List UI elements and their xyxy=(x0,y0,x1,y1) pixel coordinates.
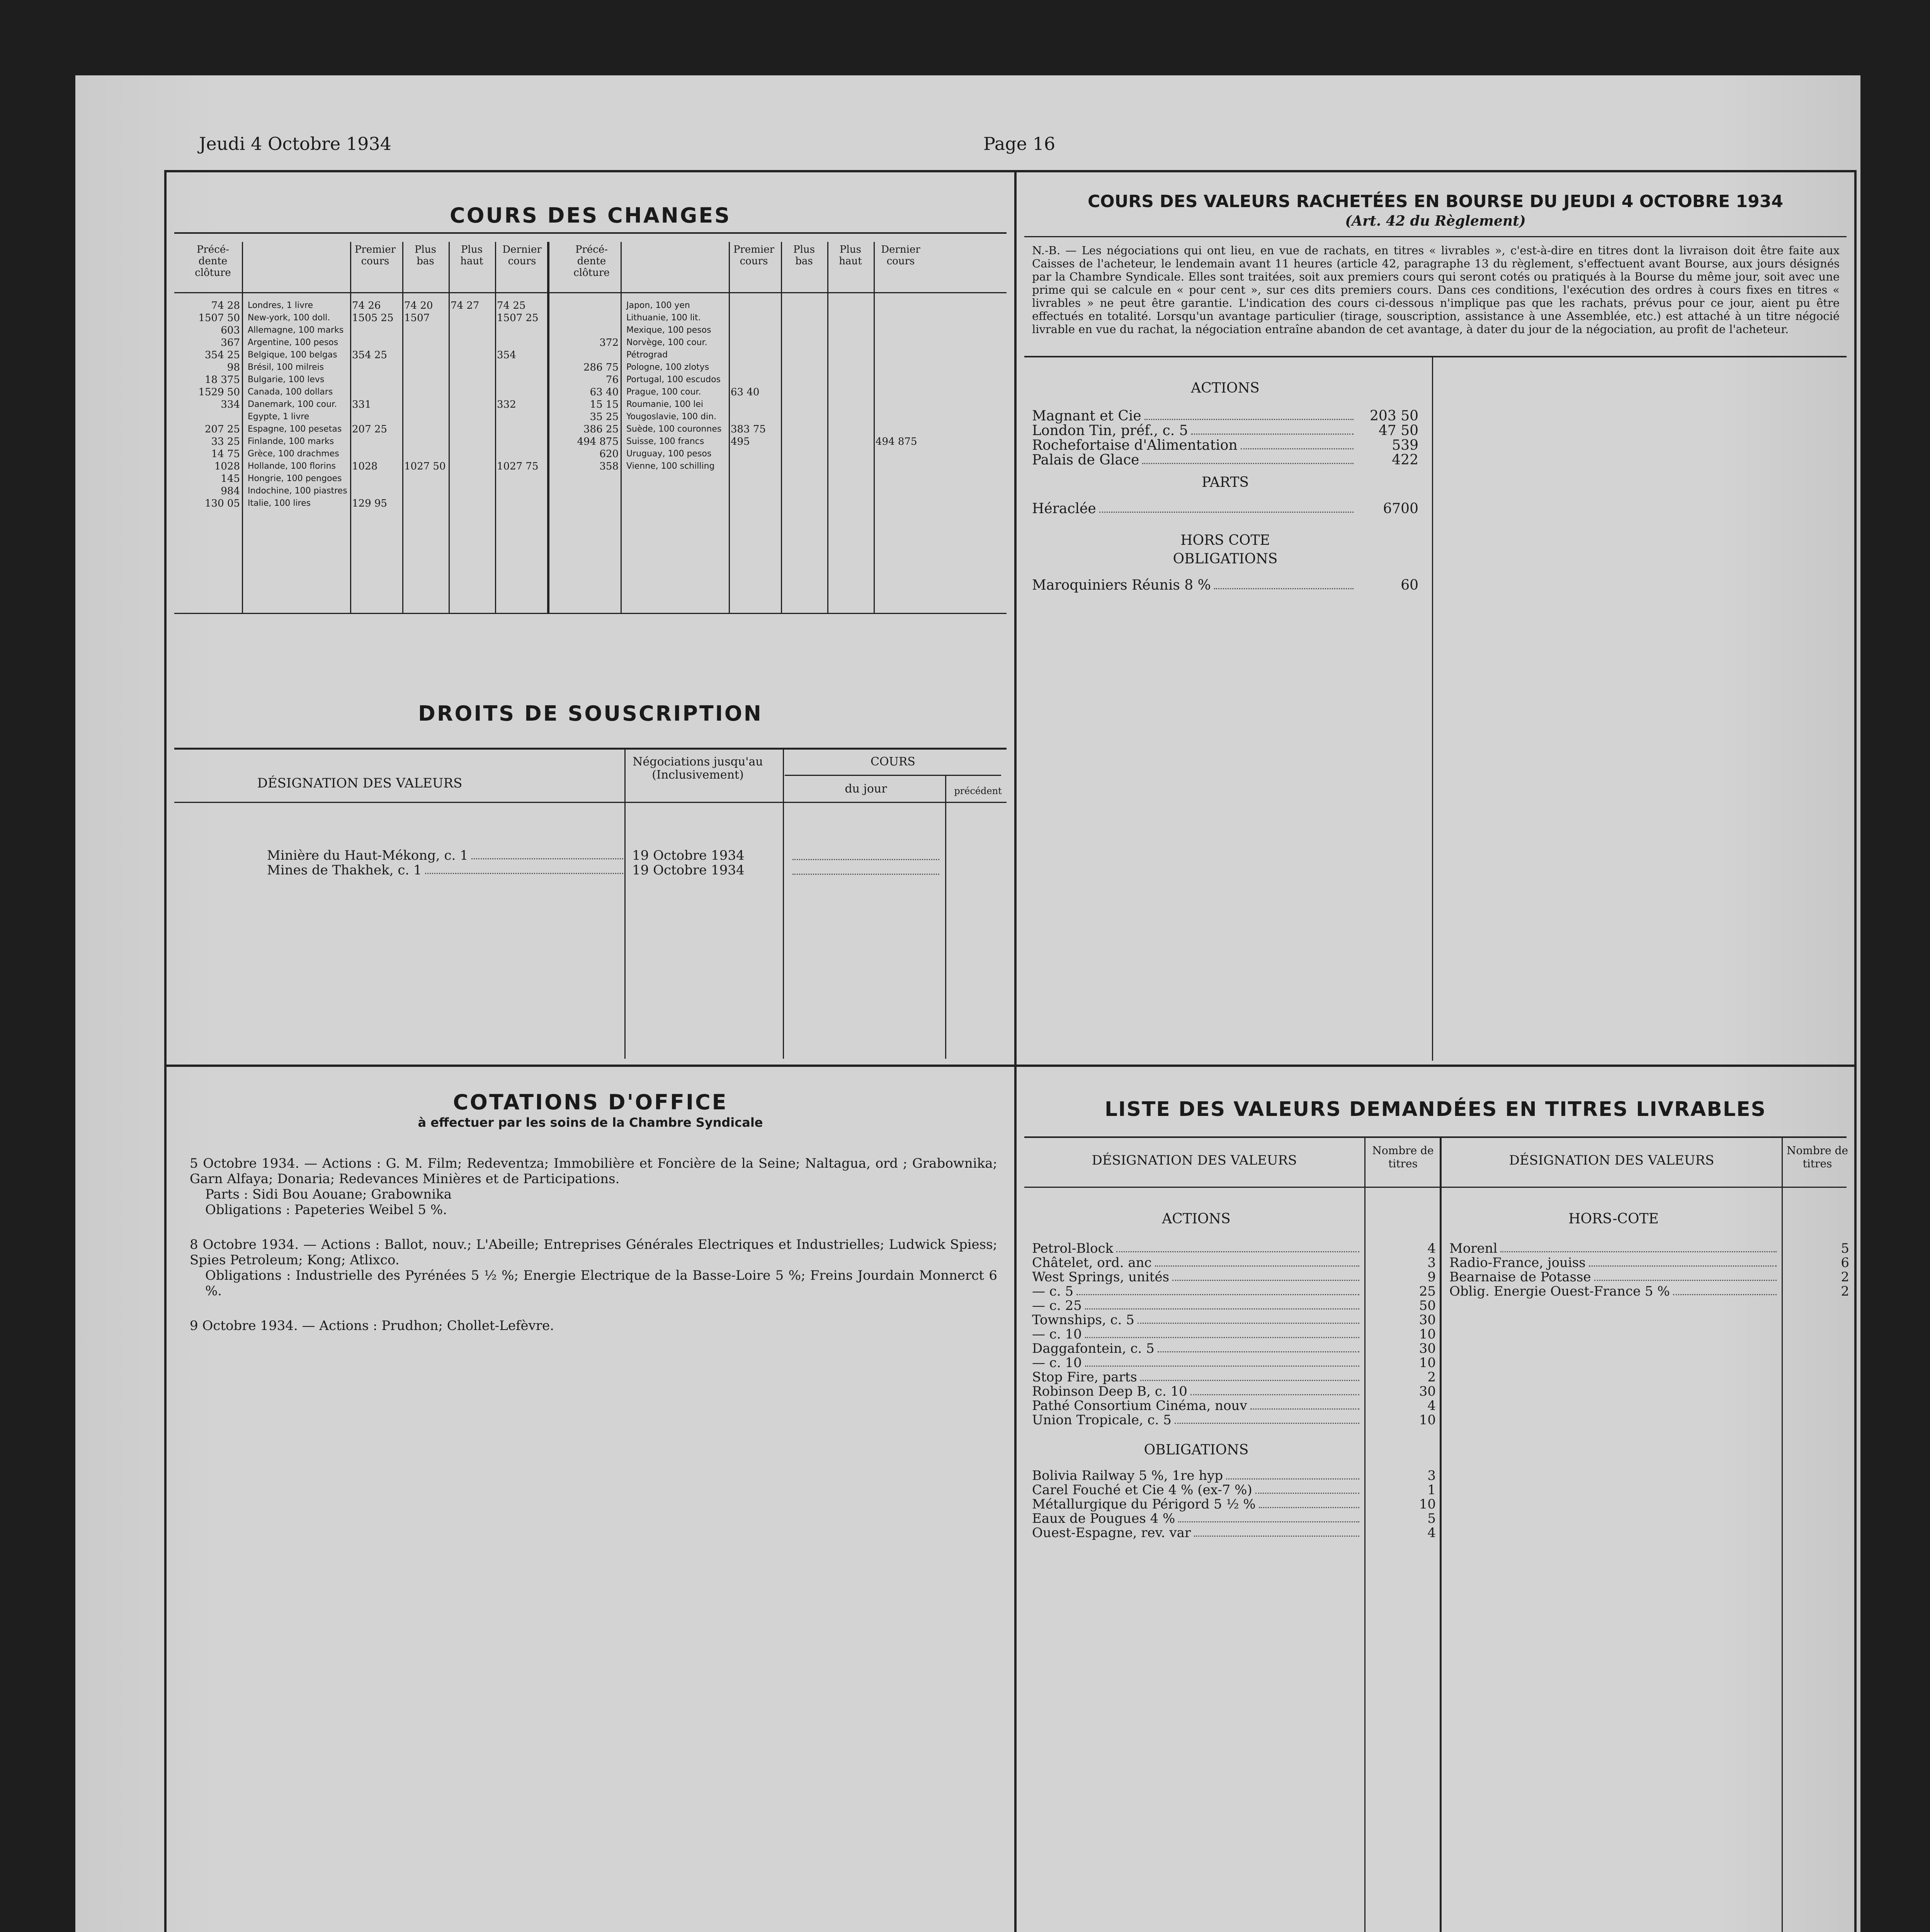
droits-section xyxy=(167,678,1014,1061)
cell-premier: 383 75 xyxy=(731,423,766,435)
item-name: Oblig. Energie Ouest-France 5 % xyxy=(1449,1284,1670,1299)
item-name: — c. 10 xyxy=(1032,1327,1082,1342)
cell-haut: 74 27 xyxy=(451,300,480,311)
cell-premier: 495 xyxy=(731,436,750,447)
leader-dots xyxy=(1099,502,1354,513)
cell-label: Belgique, 100 belgas xyxy=(248,350,337,360)
leader-dots xyxy=(1076,1284,1359,1295)
cell-prec: 207 25 xyxy=(205,423,240,435)
item-name xyxy=(267,848,626,863)
col-head-premier-2: Premier cours xyxy=(733,244,775,267)
item-value: 30 xyxy=(1419,1341,1436,1356)
cell-label: Norvège, 100 cour. xyxy=(626,338,707,347)
item-value: 2 xyxy=(1841,1284,1849,1299)
livrables-actions-label: ACTIONS xyxy=(1162,1211,1231,1227)
cell-prec: 603 xyxy=(221,325,240,336)
cell-prec: 33 25 xyxy=(211,436,240,447)
table-row xyxy=(167,325,557,337)
item-name: Radio-France, jouiss xyxy=(1449,1255,1586,1270)
cotations-p5: Obligations : Industrielle des Pyrénées 5 ½ %; Energie Electrique de la Basse-Loire 5 %; Freins Jourdain Monnerct 6 %. xyxy=(205,1268,997,1299)
table-row xyxy=(545,448,935,461)
item-name: Ouest-Espagne, rev. var xyxy=(1032,1525,1191,1541)
table-row xyxy=(167,411,557,423)
leader-dots xyxy=(1214,578,1354,589)
list-item xyxy=(1449,1242,1849,1256)
item-value: 10 xyxy=(1419,1412,1436,1428)
table-row xyxy=(167,399,557,411)
cell-label: Indochine, 100 piastres xyxy=(248,486,347,496)
leader-dots xyxy=(1142,453,1354,464)
list-item xyxy=(1032,1270,1436,1284)
list-item xyxy=(1032,1299,1436,1313)
droits-col-designation: DÉSIGNATION DES VALEURS xyxy=(257,776,463,791)
cell-prec: 354 25 xyxy=(205,349,240,361)
list-item xyxy=(1032,1512,1436,1526)
cell-bas: 1027 50 xyxy=(404,461,446,472)
droits-col-cours: COURS xyxy=(871,755,915,769)
cell-prec: 334 xyxy=(221,399,240,410)
table-row xyxy=(167,362,557,374)
table-row xyxy=(545,349,935,362)
leader-dots xyxy=(792,848,939,860)
cell-prec: 367 xyxy=(221,337,240,349)
cell-label: Bulgarie, 100 levs xyxy=(248,375,325,384)
cell-prec: 130 05 xyxy=(205,498,240,509)
item-name: Daggafontein, c. 5 xyxy=(1032,1341,1155,1356)
cell-label: New-york, 100 doll. xyxy=(248,313,330,323)
item-value: 6700 xyxy=(1383,501,1418,517)
item-value: 60 xyxy=(1401,577,1418,593)
rachetees-section xyxy=(1017,172,1854,1061)
col-head-dernier-2: Dernier cours xyxy=(881,244,920,267)
changes-right-rows xyxy=(545,300,935,473)
table-row xyxy=(167,473,557,485)
item-value: 9 xyxy=(1427,1269,1436,1285)
item-value: 2 xyxy=(1427,1369,1436,1385)
leader-dots xyxy=(1594,1270,1777,1281)
cotations-p1: 5 Octobre 1934. — Actions : G. M. Film; Redeventza; Immobilière et Foncière de la Seine; Naltagua, ord ; Grabownika; Garn Alfaya; Donaria; Redevances Minières et de Participations. xyxy=(190,1156,997,1187)
cell-dernier: 354 xyxy=(497,349,516,361)
item-value: 1 xyxy=(1427,1482,1436,1498)
rachetees-obligations xyxy=(1032,578,1418,593)
list-item xyxy=(1032,1469,1436,1483)
droits-rows xyxy=(267,848,955,878)
item-name: Union Tropicale, c. 5 xyxy=(1032,1412,1172,1428)
leader-dots xyxy=(1138,1313,1359,1324)
list-item xyxy=(1032,502,1418,516)
cell-label: Vienne, 100 schilling xyxy=(626,461,715,471)
cell-label: Canada, 100 dollars xyxy=(248,387,333,397)
cell-label: Danemark, 100 cour. xyxy=(248,400,337,409)
cell-premier: 63 40 xyxy=(731,386,760,398)
cell-label: Londres, 1 livre xyxy=(248,301,313,310)
table-row xyxy=(545,362,935,374)
item-name: Robinson Deep B, c. 10 xyxy=(1032,1384,1187,1399)
cell-label: Finlande, 100 marks xyxy=(248,437,334,446)
item-name: Pathé Consortium Cinéma, nouv xyxy=(1032,1398,1247,1413)
livrables-right xyxy=(1449,1212,1849,1299)
col-head-bas: Plus bas xyxy=(415,244,436,267)
newspaper-page xyxy=(75,75,1860,1932)
item-value: 30 xyxy=(1419,1312,1436,1328)
item-name: Châtelet, ord. anc xyxy=(1032,1255,1152,1270)
cell-dernier: 494 875 xyxy=(876,436,917,447)
col-head-dernier: Dernier cours xyxy=(502,244,542,267)
list-item xyxy=(1032,1342,1436,1356)
item-value: 10 xyxy=(1419,1497,1436,1512)
cell-prec: 1529 50 xyxy=(198,386,240,398)
table-row xyxy=(167,337,557,349)
table-row xyxy=(167,300,557,312)
col-head-prec: Précé-dente clôture xyxy=(195,244,231,279)
list-item xyxy=(1032,578,1418,593)
col-head-bas-2: Plus bas xyxy=(793,244,815,267)
col-head-premier: Premier cours xyxy=(354,244,396,267)
leader-dots xyxy=(1255,1483,1359,1494)
leader-dots xyxy=(1140,1370,1359,1381)
cell-prec: 35 25 xyxy=(590,411,619,423)
cell-prec: 98 xyxy=(227,362,240,373)
cell-dernier: 1027 75 xyxy=(497,461,539,472)
rachetees-parts xyxy=(1032,502,1418,516)
table-row xyxy=(167,312,557,325)
leader-dots xyxy=(1589,1256,1777,1267)
cell-bas: 1507 xyxy=(404,312,430,324)
item-name: Maroquiniers Réunis 8 % xyxy=(1032,577,1211,593)
list-item xyxy=(1032,1284,1436,1299)
table-row xyxy=(545,325,935,337)
cell-label: Suisse, 100 francs xyxy=(626,437,704,446)
leader-dots xyxy=(1172,1270,1359,1281)
cell-label: Egypte, 1 livre xyxy=(248,412,309,422)
cotations-subtitle: à effectuer par les soins de la Chambre Syndicale xyxy=(418,1115,763,1130)
cotations-title: COTATIONS D'OFFICE xyxy=(453,1090,728,1114)
item-label: Minière du Haut-Mékong, c. 1 xyxy=(267,848,468,863)
rachetees-note: N.-B. — Les négociations qui ont lieu, en vue de rachats, en titres « livrables », c'est-à-dire en titres dont la livraison doit être faite aux Caisses de l'acheteur, le lendemain avant 11 heures (article 42, paragraphe 13 du règlement, s'effectuent avant Bourse, aux jours désignés par la Chambre Syndicale. Elles sont traitées, soit aux premiers cours qui seront cotés ou pratiqués à la Bourse du même jour, soit avec une prime qui se calcule en « pour cent », sur ces dits premiers cours. Dans ces conditions, l'exécution des ordres à cours fixes en titres « livrables » ne peut être garantie. L'indication des cours ci-dessous n'implique pas que les rachats, prévus pour ce jour, aient pu être effectués en totalité. Lorsqu'un avantage particulier (tirage, souscription, assistance à une Assemblée, etc.) est attaché à un titre négocié livrable en vue du rachat, la négociation entraîne abandon de cet avantage, à dater du jour de la négociation, au profit de l'acheteur. xyxy=(1032,244,1840,336)
cell-premier: 1028 xyxy=(352,461,378,472)
item-value: 539 xyxy=(1392,437,1418,453)
table-row xyxy=(545,461,935,473)
cell-prec: 76 xyxy=(605,374,619,386)
livrables-left xyxy=(1032,1212,1436,1540)
item-date: 19 Octobre 1934 xyxy=(632,862,745,878)
cell-label: Japon, 100 yen xyxy=(626,301,690,310)
rachetees-actions-label: ACTIONS xyxy=(1191,380,1260,396)
item-name: — c. 10 xyxy=(1032,1355,1082,1371)
livrables-actions xyxy=(1032,1242,1436,1427)
cell-label: Prague, 100 cour. xyxy=(626,387,701,397)
table-row xyxy=(167,461,557,473)
cell-label: Lithuanie, 100 lit. xyxy=(626,313,701,323)
cell-prec: 372 xyxy=(599,337,619,349)
leader-dots xyxy=(1191,423,1354,435)
cell-label: Hongrie, 100 pengoes xyxy=(248,474,342,483)
table-row xyxy=(167,498,557,510)
cotations-p2: Parts : Sidi Bou Aouane; Grabownika xyxy=(205,1187,452,1202)
changes-section xyxy=(167,172,1014,675)
cell-prec: 15 15 xyxy=(590,399,619,410)
table-row xyxy=(167,436,557,448)
item-value: 50 xyxy=(1419,1298,1436,1313)
item-name: Morenl xyxy=(1449,1241,1498,1256)
droits-title: DROITS DE SOUSCRIPTION xyxy=(418,701,763,726)
leader-dots xyxy=(1226,1469,1359,1480)
page-number: Page 16 xyxy=(983,133,1056,154)
item-value: 4 xyxy=(1427,1525,1436,1541)
list-item xyxy=(1449,1256,1849,1270)
cell-premier: 74 26 xyxy=(352,300,381,311)
list-item xyxy=(1032,409,1418,423)
item-value: 25 xyxy=(1419,1284,1436,1299)
list-item xyxy=(1032,438,1418,453)
cell-prec: 358 xyxy=(599,461,619,472)
rachetees-parts-label: PARTS xyxy=(1201,474,1249,490)
table-row xyxy=(267,848,955,863)
cell-label: Yougoslavie, 100 din. xyxy=(626,412,717,422)
livrables-obligations-label: OBLIGATIONS xyxy=(1144,1442,1249,1458)
rachetees-obligations-label: OBLIGATIONS xyxy=(1173,551,1278,567)
cell-prec: 63 40 xyxy=(590,386,619,398)
table-row xyxy=(545,411,935,423)
item-name: Stop Fire, parts xyxy=(1032,1369,1137,1385)
droits-col-prec: précédent xyxy=(954,786,1002,796)
droits-col-nego: Négociations jusqu'au (Inclusivement) xyxy=(633,755,763,782)
cell-prec: 1507 50 xyxy=(198,312,240,324)
item-value: 4 xyxy=(1427,1398,1436,1413)
item-value: 10 xyxy=(1419,1327,1436,1342)
item-value: 203 50 xyxy=(1370,408,1418,424)
page-date: Jeudi 4 Octobre 1934 xyxy=(199,133,391,154)
item-value: 5 xyxy=(1427,1511,1436,1526)
item-name: Eaux de Pougues 4 % xyxy=(1032,1511,1175,1526)
table-row xyxy=(545,399,935,411)
leader-dots xyxy=(1500,1242,1777,1252)
leader-dots xyxy=(1250,1399,1359,1410)
table-row xyxy=(167,374,557,386)
cell-label: Argentine, 100 pesos xyxy=(248,338,338,347)
livrables-title: LISTE DES VALEURS DEMANDÉES EN TITRES LIVRABLES xyxy=(1105,1098,1766,1121)
cotations-p3: Obligations : Papeteries Weibel 5 %. xyxy=(205,1202,447,1218)
item-name: Carel Fouché et Cie 4 % (ex-7 %) xyxy=(1032,1482,1252,1498)
cell-label: Pétrograd xyxy=(626,350,668,360)
item-value: 5 xyxy=(1841,1241,1849,1256)
cell-label: Uruguay, 100 pesos xyxy=(626,449,712,459)
changes-title: COURS DES CHANGES xyxy=(450,203,731,228)
cell-label: Allemagne, 100 marks xyxy=(248,325,344,335)
list-item xyxy=(1032,1413,1436,1427)
table-row xyxy=(545,337,935,349)
list-item xyxy=(1032,1370,1436,1384)
leader-dots xyxy=(1241,438,1354,449)
cotations-p4: 8 Octobre 1934. — Actions : Ballot, nouv.; L'Abeille; Entreprises Générales Electriques et Industrielles; Ludwick Spiess; Spies Petroleum; Kong; Atlixco. xyxy=(190,1237,997,1268)
livrables-hors-cote-label: HORS-COTE xyxy=(1568,1211,1659,1227)
cell-bas: 74 20 xyxy=(404,300,433,311)
cell-prec: 74 28 xyxy=(211,300,240,311)
cotations-body xyxy=(190,1156,997,1333)
item-name: — c. 5 xyxy=(1032,1284,1074,1299)
list-item xyxy=(1032,453,1418,468)
droits-col-jour: du jour xyxy=(845,782,887,796)
list-item xyxy=(1032,1356,1436,1370)
cell-prec: 1028 xyxy=(214,461,240,472)
cotations-p6: 9 Octobre 1934. — Actions : Prudhon; Chollet-Lefèvre. xyxy=(190,1318,554,1333)
leader-dots xyxy=(471,848,623,859)
item-label: Mines de Thakhek, c. 1 xyxy=(267,862,422,878)
table-row xyxy=(545,300,935,312)
list-item xyxy=(1032,1497,1436,1512)
table-row xyxy=(545,374,935,386)
leader-dots xyxy=(1190,1384,1359,1395)
rachetees-actions xyxy=(1032,409,1418,468)
table-row xyxy=(167,386,557,399)
leader-dots xyxy=(1116,1242,1359,1252)
item-name: Petrol-Block xyxy=(1032,1241,1114,1256)
cell-prec: 494 875 xyxy=(577,436,619,447)
cell-label: Brésil, 100 milreis xyxy=(248,362,324,372)
col-head-prec-2: Précé-dente clôture xyxy=(573,244,610,279)
cell-premier: 354 25 xyxy=(352,349,387,361)
cell-prec: 386 25 xyxy=(583,423,619,435)
table-row xyxy=(167,349,557,362)
item-name: Townships, c. 5 xyxy=(1032,1312,1134,1328)
cell-dernier: 74 25 xyxy=(497,300,526,311)
item-name xyxy=(267,863,626,878)
table-row xyxy=(167,423,557,436)
livrables-obligations xyxy=(1032,1469,1436,1540)
col-head-haut-2: Plus haut xyxy=(839,244,862,267)
list-item xyxy=(1032,423,1418,438)
cell-label: Pologne, 100 zlotys xyxy=(626,362,709,372)
table-row xyxy=(267,863,955,878)
list-item xyxy=(1032,1256,1436,1270)
cell-prec: 286 75 xyxy=(583,362,619,373)
item-value: 3 xyxy=(1427,1468,1436,1483)
cell-label: Grèce, 100 drachmes xyxy=(248,449,339,459)
leader-dots xyxy=(1155,1256,1359,1267)
list-item xyxy=(1032,1483,1436,1497)
livrables-col-designation: DÉSIGNATION DES VALEURS xyxy=(1092,1153,1297,1168)
list-item xyxy=(1032,1526,1436,1540)
livrables-col-nombre: Nombre de titres xyxy=(1372,1144,1434,1170)
cotations-section xyxy=(167,1067,1014,1932)
table-row xyxy=(545,436,935,448)
leader-dots xyxy=(1178,1512,1359,1522)
item-value: 10 xyxy=(1419,1355,1436,1371)
leader-dots xyxy=(425,863,623,874)
item-name: Héraclée xyxy=(1032,501,1096,517)
item-name: Magnant et Cie xyxy=(1032,408,1141,424)
item-date: 19 Octobre 1934 xyxy=(632,848,745,863)
livrables-section xyxy=(1017,1067,1854,1932)
cell-premier: 129 95 xyxy=(352,498,387,509)
leader-dots xyxy=(1259,1497,1359,1508)
table-row xyxy=(167,485,557,498)
item-name: Rochefortaise d'Alimentation xyxy=(1032,437,1238,453)
livrables-col-nombre-2: Nombre de titres xyxy=(1786,1144,1848,1170)
cell-label: Suède, 100 couronnes xyxy=(626,424,722,434)
item-value: 4 xyxy=(1427,1241,1436,1256)
leader-dots xyxy=(1144,409,1354,420)
cell-premier: 331 xyxy=(352,399,371,410)
item-name: — c. 25 xyxy=(1032,1298,1082,1313)
item-name: West Springs, unités xyxy=(1032,1269,1170,1285)
table-row xyxy=(545,312,935,325)
rachetees-subtitle: (Art. 42 du Règlement) xyxy=(1345,213,1526,229)
leader-dots xyxy=(792,863,939,875)
list-item xyxy=(1032,1399,1436,1413)
changes-left-rows xyxy=(167,300,557,510)
leader-dots xyxy=(1158,1342,1359,1352)
col-head-haut: Plus haut xyxy=(460,244,483,267)
rachetees-hors-cote-label: HORS COTE xyxy=(1180,532,1270,548)
livrables-col-designation-2: DÉSIGNATION DES VALEURS xyxy=(1509,1153,1714,1168)
leader-dots xyxy=(1085,1356,1359,1367)
list-item xyxy=(1032,1384,1436,1399)
leader-dots xyxy=(1085,1327,1359,1338)
item-value: 30 xyxy=(1419,1384,1436,1399)
cell-premier: 1505 25 xyxy=(352,312,394,324)
item-value: 2 xyxy=(1841,1269,1849,1285)
cell-dernier: 332 xyxy=(497,399,516,410)
cell-label: Portugal, 100 escudos xyxy=(626,375,721,384)
rachetees-list xyxy=(1032,381,1418,593)
rachetees-title: COURS DES VALEURS RACHETÉES EN BOURSE DU JEUDI 4 OCTOBRE 1934 xyxy=(1087,192,1784,211)
cell-premier: 207 25 xyxy=(352,423,387,435)
list-item xyxy=(1032,1327,1436,1342)
list-item xyxy=(1449,1284,1849,1299)
item-value: 422 xyxy=(1392,452,1418,468)
item-name: Bolivia Railway 5 %, 1re hyp xyxy=(1032,1468,1223,1483)
cell-label: Hollande, 100 florins xyxy=(248,461,336,471)
livrables-hors-cote xyxy=(1449,1242,1849,1299)
leader-dots xyxy=(1175,1413,1359,1424)
item-name: Bearnaise de Potasse xyxy=(1449,1269,1591,1285)
cell-prec: 620 xyxy=(599,448,619,460)
table-row xyxy=(167,448,557,461)
leader-dots xyxy=(1085,1299,1359,1310)
cell-label: Mexique, 100 pesos xyxy=(626,325,711,335)
table-row xyxy=(545,423,935,436)
item-value: 6 xyxy=(1841,1255,1849,1270)
leader-dots xyxy=(1673,1284,1777,1295)
cell-prec: 145 xyxy=(221,473,240,485)
cell-label: Italie, 100 lires xyxy=(248,498,311,508)
cell-prec: 14 75 xyxy=(211,448,240,460)
item-value: 47 50 xyxy=(1378,423,1418,439)
item-value: 3 xyxy=(1427,1255,1436,1270)
cell-dernier: 1507 25 xyxy=(497,312,539,324)
item-name: London Tin, préf., c. 5 xyxy=(1032,423,1188,439)
list-item xyxy=(1032,1313,1436,1327)
cell-prec: 18 375 xyxy=(205,374,240,386)
leader-dots xyxy=(1194,1526,1359,1537)
cell-label: Roumanie, 100 lei xyxy=(626,400,703,409)
list-item xyxy=(1449,1270,1849,1284)
item-name: Métallurgique du Périgord 5 ½ % xyxy=(1032,1497,1256,1512)
list-item xyxy=(1032,1242,1436,1256)
cell-label: Espagne, 100 pesetas xyxy=(248,424,342,434)
cell-prec: 984 xyxy=(221,485,240,497)
item-name: Palais de Glace xyxy=(1032,452,1139,468)
table-row xyxy=(545,386,935,399)
